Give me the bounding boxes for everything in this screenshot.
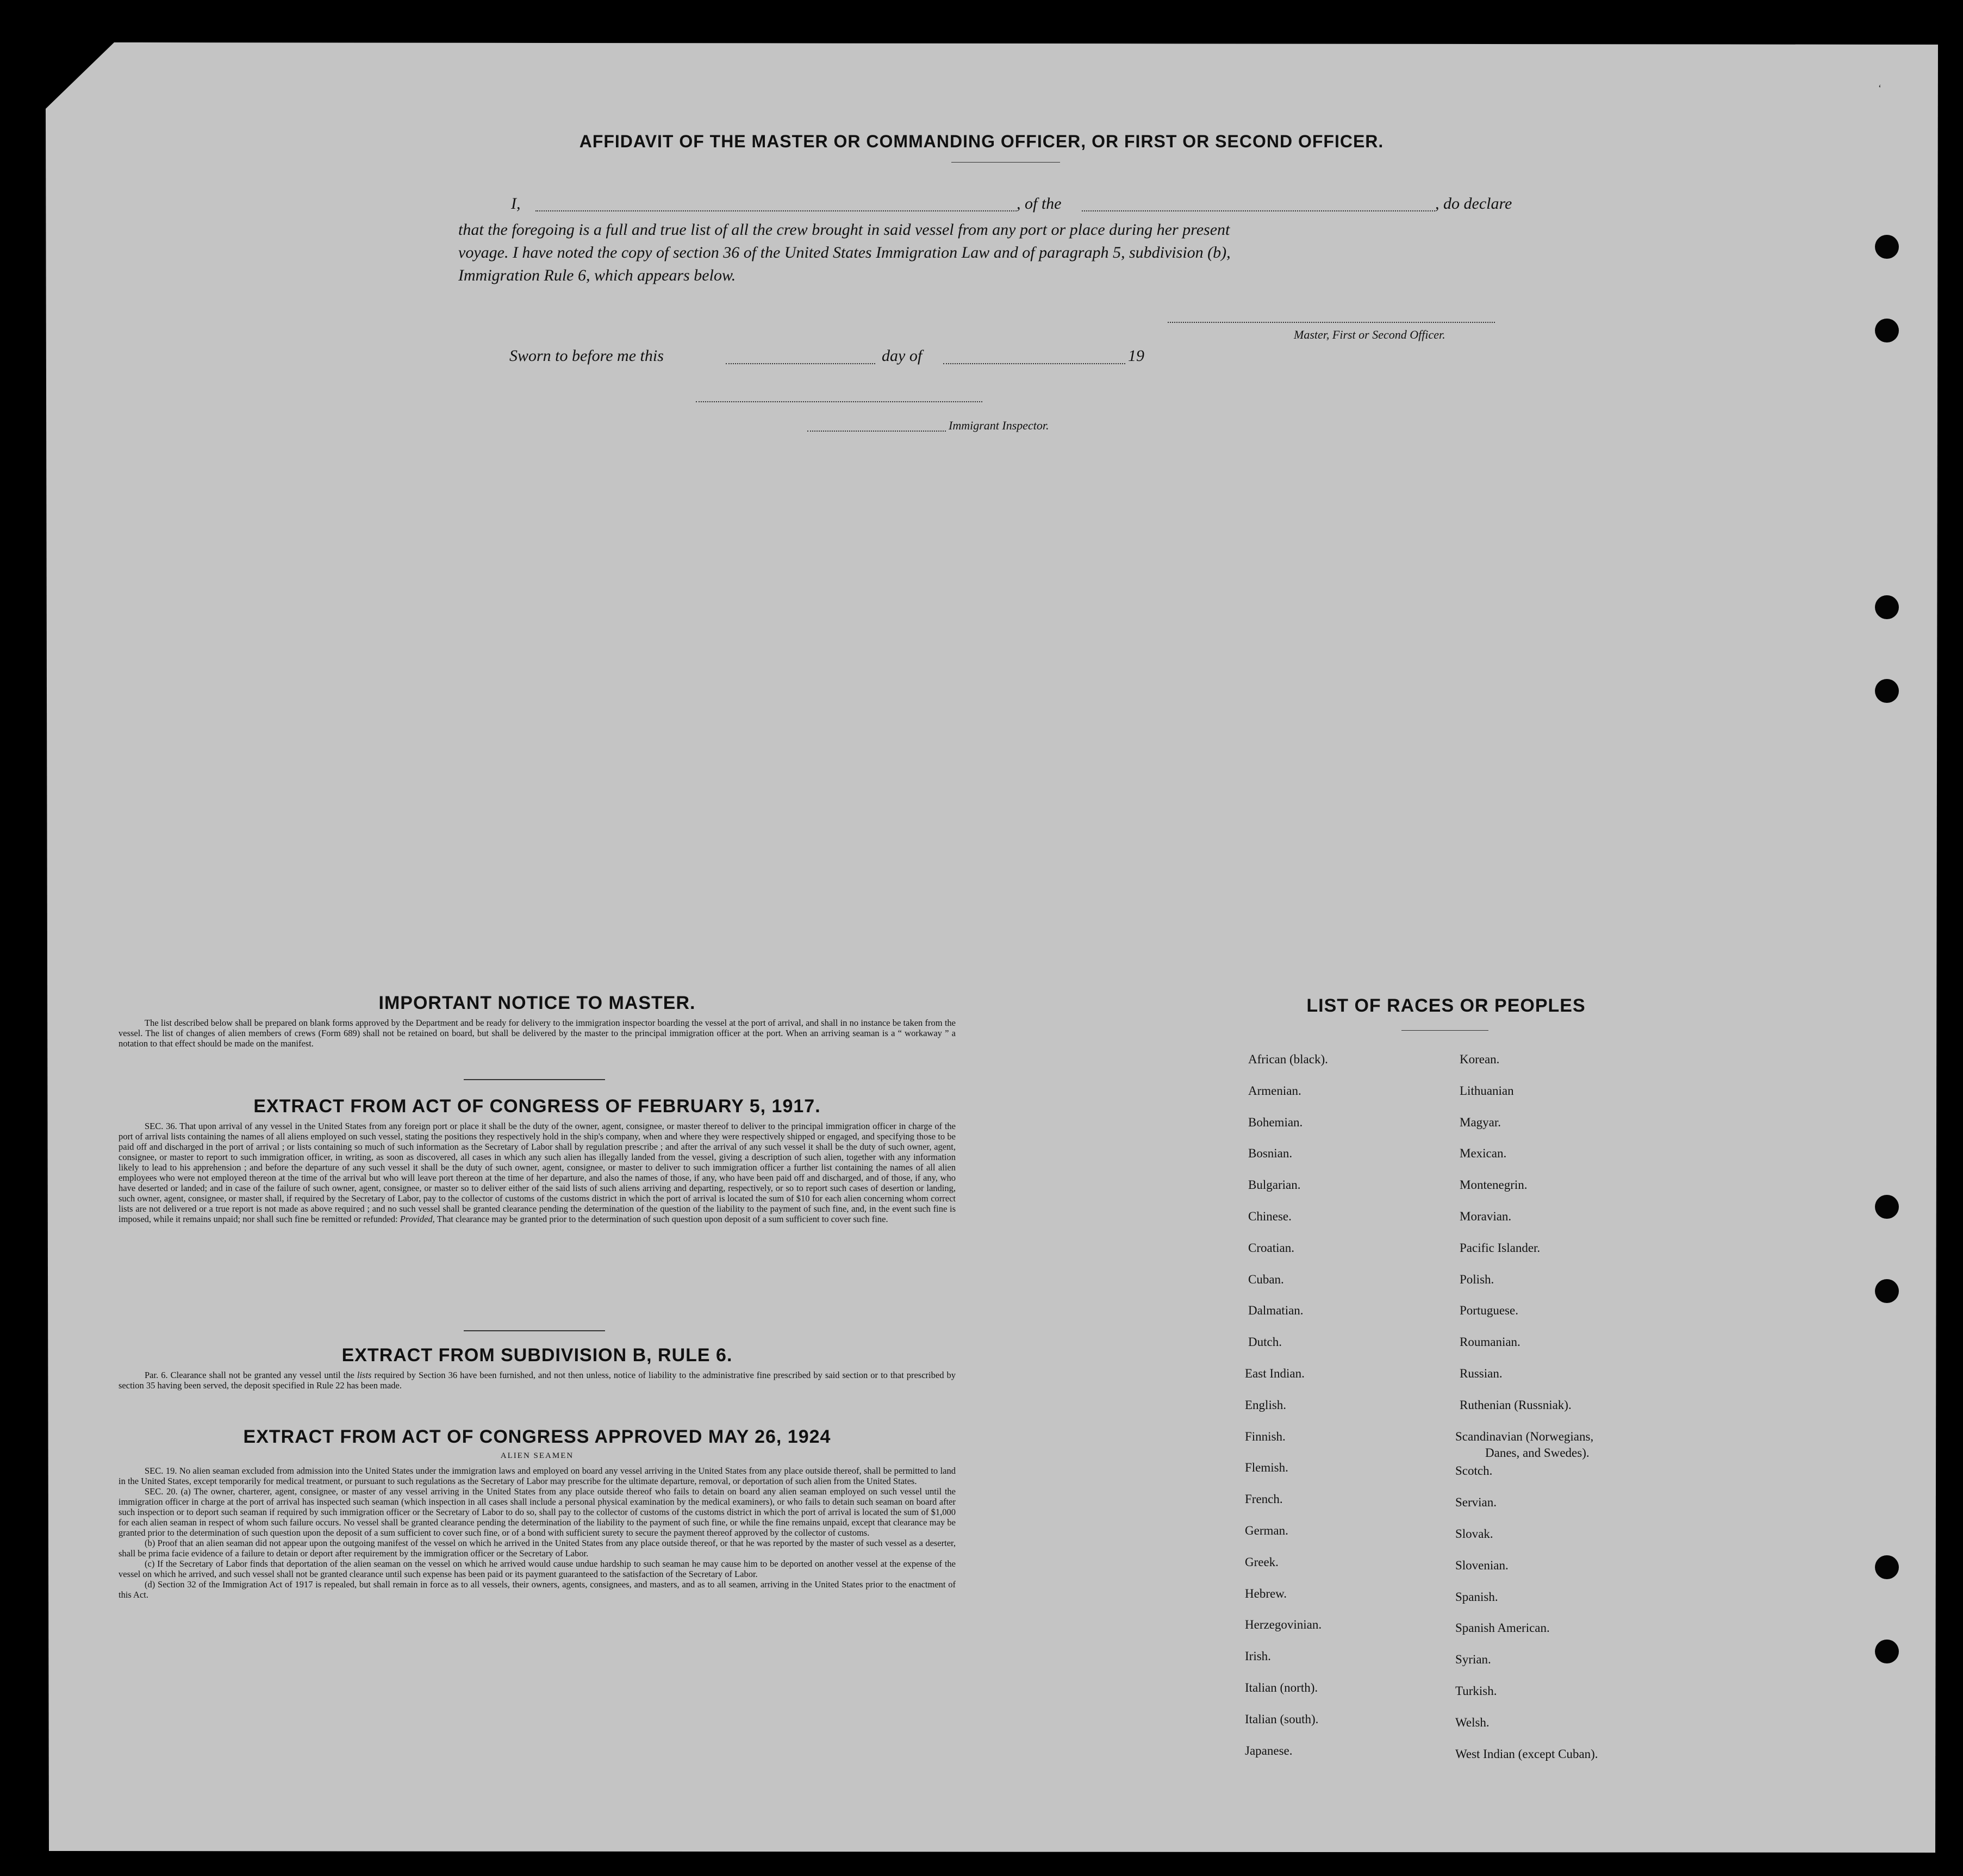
race-item: Hebrew. <box>1245 1587 1287 1600</box>
race-item: Dutch. <box>1248 1335 1282 1349</box>
section-rule <box>464 1079 605 1080</box>
race-item: Spanish American. <box>1455 1621 1550 1635</box>
race-item: Scotch. <box>1455 1464 1493 1478</box>
punch-hole <box>1875 1640 1899 1663</box>
race-item: Slovenian. <box>1455 1559 1509 1572</box>
race-item: Welsh. <box>1455 1716 1490 1729</box>
race-item: Finnish. <box>1245 1430 1286 1443</box>
punch-hole <box>1875 319 1899 342</box>
race-item: Syrian. <box>1455 1653 1491 1666</box>
race-item: Cuban. <box>1248 1273 1284 1286</box>
punch-hole <box>1875 679 1899 703</box>
corner-mark: ‘ <box>1878 83 1881 94</box>
race-item: West Indian (except Cuban). <box>1455 1747 1598 1761</box>
race-item: Roumanian. <box>1460 1335 1520 1349</box>
extract-1924-text <box>119 1466 956 1600</box>
race-item: Irish. <box>1245 1649 1271 1663</box>
section-36-text-a: SEC. 36. That upon arrival of any vessel in the United States from any foreign port or place it shall be the duty of the owner, agent, consignee, or master thereof to deliver to the principal immigration officer in charge of the port of arrival lists containing the names of all aliens employed on such vessel, stating the positions they respectively hold in the ship's company, when and where they were respectively shipped or engaged, and specifying those to be paid off and discharged in the port of arrival ; or lists containing so much of such information as the Secretary of Labor shall by regulation prescribe ; and after the arrival of any such vessel it shall be the duty of such owner, agent, consignee, or master to report to such immigration officer, in writing, as soon as discovered, all cases in which any such alien has illegally landed from the vessel, giving a description of such alien, together with any information likely to lead to his apprehension ; and before the departure of any such vessel it shall be the duty of such owner, agent, consignee, or master to deliver to such immigration officer a further list containing the names of all alien employees who were not employed thereon at the time of the arrival but who will leave port thereon at the time of her departure, and also the names of those, if any, who have been paid off and discharged, and of those, if any, who have deserted or landed; and in case of the failure of such owner, agent, consignee, or master so to deliver either of the said lists of such aliens arriving and departing, respectively, or so to report such cases of desertion or landing, such owner, agent, consignee, or master shall, if required by the Secretary of Labor, pay to the collector of customs of the customs district in which the port of arrival is located the sum of $10 for each alien concerning whom correct lists are not delivered or a true report is not made as above required ; and no such vessel shall be granted clearance pending the determination of the question of the liability to the payment of such fine, and, in the event such fine is imposed, while it remains unpaid; nor shall such fine be remitted or refunded: <box>119 1121 956 1224</box>
section-rule <box>464 1330 605 1331</box>
declare-label: , do declare <box>1435 195 1512 213</box>
extract-rule6-title: EXTRACT FROM SUBDIVISION B, RULE 6. <box>341 1345 733 1366</box>
sec-20d-paragraph: (d) Section 32 of the Immigration Act of 1917 is repealed, but shall remain in force as to all vessels, their owners, agents, consignees, and masters, and as to all seamen, arriving in the United States prior to the enactment of this Act. <box>119 1579 956 1600</box>
notice-paragraph: The list described below shall be prepared on blank forms approved by the Department and be ready for delivery to the immigration inspector boarding the vessel at the port of arrival, and shall in no instance be taken from the vessel. The list of changes of alien members of crews (Form 689) shall not be retained on board, but shall be delivered by the master to the principal immigration officer at the port. When an arriving seaman is a “ workaway ” a notation to that effect should be made on the manifest. <box>119 1018 956 1049</box>
races-title: LIST OF RACES OR PEOPLES <box>1306 995 1586 1016</box>
race-item: Chinese. <box>1248 1210 1292 1223</box>
race-item: Slovak. <box>1455 1527 1493 1541</box>
inspector-signature-field[interactable] <box>696 401 982 402</box>
extract-1924-title: EXTRACT FROM ACT OF CONGRESS APPROVED MAY 26, 1924 <box>243 1426 831 1447</box>
title-rule <box>951 162 1060 163</box>
race-item: Servian. <box>1455 1495 1497 1509</box>
affidavit-body-line-3: Immigration Rule 6, which appears below. <box>458 266 736 284</box>
race-item: Pacific Islander. <box>1460 1241 1541 1255</box>
race-item: Bulgarian. <box>1248 1178 1301 1192</box>
race-item: African (black). <box>1248 1052 1328 1066</box>
section-36-paragraph <box>119 1121 956 1224</box>
sec-20c-paragraph: (c) If the Secretary of Labor finds that deportation of the alien seaman on the vessel on which he arrived would cause undue hardship to such seaman he may cause him to be deported on another vessel at the expense of the vessel on which he arrived, and such vessel shall not be granted clearance until such expense has been paid or its payment guaranteed to the satisfaction of the Secretary of Labor. <box>119 1559 956 1579</box>
race-item: Dalmatian. <box>1248 1304 1304 1317</box>
affidavit-body-line-1: that the foregoing is a full and true list of all the crew brought in said vessel from any port or place during her present <box>458 221 1230 239</box>
par-6-text-b: required by Section 36 have been furnished, and not then unless, notice of liability to the administrative fine prescribed by said section or to that prescribed by section 35 having been served, the deposit specified in Rule 22 has been made. <box>119 1370 956 1391</box>
declare-i-label: I, <box>511 195 521 213</box>
race-item: Portuguese. <box>1460 1304 1518 1317</box>
day-of-label: day of <box>882 347 923 365</box>
master-signature-field[interactable] <box>1168 322 1495 323</box>
sec-19-paragraph: SEC. 19. No alien seaman excluded from admission into the United States under the immigration laws and employed on board any vessel arriving in the United States from any place outside thereof, shall be permitted to land in the United States, except temporarily for medical treatment, or pursuant to such regulations as the Secretary of Labor may prescribe for the ultimate departure, removal, or deportation of such alien from the United States. <box>119 1466 956 1486</box>
provided-word: Provided, <box>400 1214 435 1224</box>
extract-1917-text <box>119 1121 956 1224</box>
race-item: Scandinavian (Norwegians, <box>1455 1430 1594 1443</box>
race-item: Japanese. <box>1245 1744 1293 1757</box>
race-item: Armenian. <box>1248 1084 1301 1098</box>
race-item: Croatian. <box>1248 1241 1294 1255</box>
race-item: Montenegrin. <box>1460 1178 1528 1192</box>
extract-1917-title: EXTRACT FROM ACT OF CONGRESS OF FEBRUARY 5, 1917. <box>253 1096 821 1117</box>
race-item: Russian. <box>1460 1367 1503 1380</box>
race-item: Bohemian. <box>1248 1115 1303 1129</box>
par-6-text-a: Par. 6. Clearance shall not be granted any vessel until the <box>145 1370 357 1380</box>
name-field[interactable] <box>535 210 1017 211</box>
punch-hole <box>1875 1555 1899 1579</box>
sworn-day-field[interactable] <box>726 363 875 364</box>
race-item: Mexican. <box>1460 1146 1507 1160</box>
affidavit-title: AFFIDAVIT OF THE MASTER OR COMMANDING OFFICER, OR FIRST OR SECOND OFFICER. <box>579 132 1384 151</box>
inspector-dots <box>807 431 946 432</box>
sworn-year-label: 19 <box>1128 347 1144 365</box>
vessel-field[interactable] <box>1082 210 1435 211</box>
alien-seamen-subtitle: ALIEN SEAMEN <box>500 1451 574 1460</box>
race-item: Lithuanian <box>1460 1084 1514 1098</box>
sec-20a-paragraph: SEC. 20. (a) The owner, charterer, agent, consignee, or master of any vessel arriving in the United States from any place outside thereof who fails to detain on board any alien seaman employed on such vessel until the immigration officer in charge at the port of arrival has inspected such seaman (which inspection in all cases shall include a personal physical examination by the medical examiners), or who fails to detain such seaman on board after such inspection or to deport such seaman if required by such immigration officer or the Secretary of Labor to do so, shall pay to the collector of customs of the customs district in which the port of arrival is located the sum of $1,000 for each alien seaman in respect of whom such failure occurs. No vessel shall be granted clearance pending the determination of the liability to the payment of such fine, or while the fine remains unpaid, except that clearance may be granted prior to the determination of such question upon the deposit of a sum sufficient to cover such fine, or of a bond with sufficient surety to secure the payment thereof approved by the collector of customs. <box>119 1486 956 1538</box>
punch-hole <box>1875 595 1899 619</box>
section-36-text-b: That clearance may be granted prior to the determination of such question upon deposit of a sum sufficient to cover such fine. <box>434 1214 888 1224</box>
race-item: Moravian. <box>1460 1210 1512 1223</box>
race-item: Korean. <box>1460 1052 1500 1066</box>
race-item: Magyar. <box>1460 1115 1501 1129</box>
race-item: Danes, and Swedes). <box>1485 1446 1590 1460</box>
master-signature-label: Master, First or Second Officer. <box>1294 328 1445 341</box>
race-item: French. <box>1245 1492 1283 1506</box>
notice-title: IMPORTANT NOTICE TO MASTER. <box>378 993 696 1013</box>
par-6-paragraph <box>119 1370 956 1391</box>
of-the-label: , of the <box>1017 195 1062 213</box>
punch-hole <box>1875 1195 1899 1219</box>
inspector-label: Immigrant Inspector. <box>949 419 1049 432</box>
race-item: Bosnian. <box>1248 1146 1293 1160</box>
race-item: Flemish. <box>1245 1461 1288 1474</box>
race-item: German. <box>1245 1524 1288 1537</box>
race-item: Italian (north). <box>1245 1681 1318 1694</box>
race-item: Greek. <box>1245 1555 1279 1569</box>
races-rule <box>1401 1030 1488 1031</box>
race-item: Ruthenian (Russniak). <box>1460 1398 1572 1412</box>
race-item: Herzegovinian. <box>1245 1618 1322 1631</box>
sec-20b-paragraph: (b) Proof that an alien seaman did not appear upon the outgoing manifest of the vessel on which he arrived in the United States from any place outside thereof, or that he was reported by the master of such vessel as a deserter, shall be prima facie evidence of a failure to detain or deport after requirement by the immigration officer or the Secretary of Labor. <box>119 1538 956 1559</box>
sworn-month-field[interactable] <box>943 363 1125 364</box>
race-item: Turkish. <box>1455 1684 1497 1698</box>
race-item: Spanish. <box>1455 1590 1498 1604</box>
lists-word: lists <box>357 1370 372 1380</box>
race-item: Polish. <box>1460 1273 1494 1286</box>
race-item: East Indian. <box>1245 1367 1305 1380</box>
sworn-label: Sworn to before me this <box>509 347 664 365</box>
extract-rule6-text <box>119 1370 956 1391</box>
affidavit-body-line-2: voyage. I have noted the copy of section 36 of the United States Immigration Law and of paragraph 5, subdivision (b), <box>458 244 1231 261</box>
punch-hole <box>1875 1279 1899 1303</box>
notice-text <box>119 1018 956 1049</box>
race-item: Italian (south). <box>1245 1712 1319 1726</box>
race-item: English. <box>1245 1398 1287 1412</box>
punch-hole <box>1875 235 1899 259</box>
